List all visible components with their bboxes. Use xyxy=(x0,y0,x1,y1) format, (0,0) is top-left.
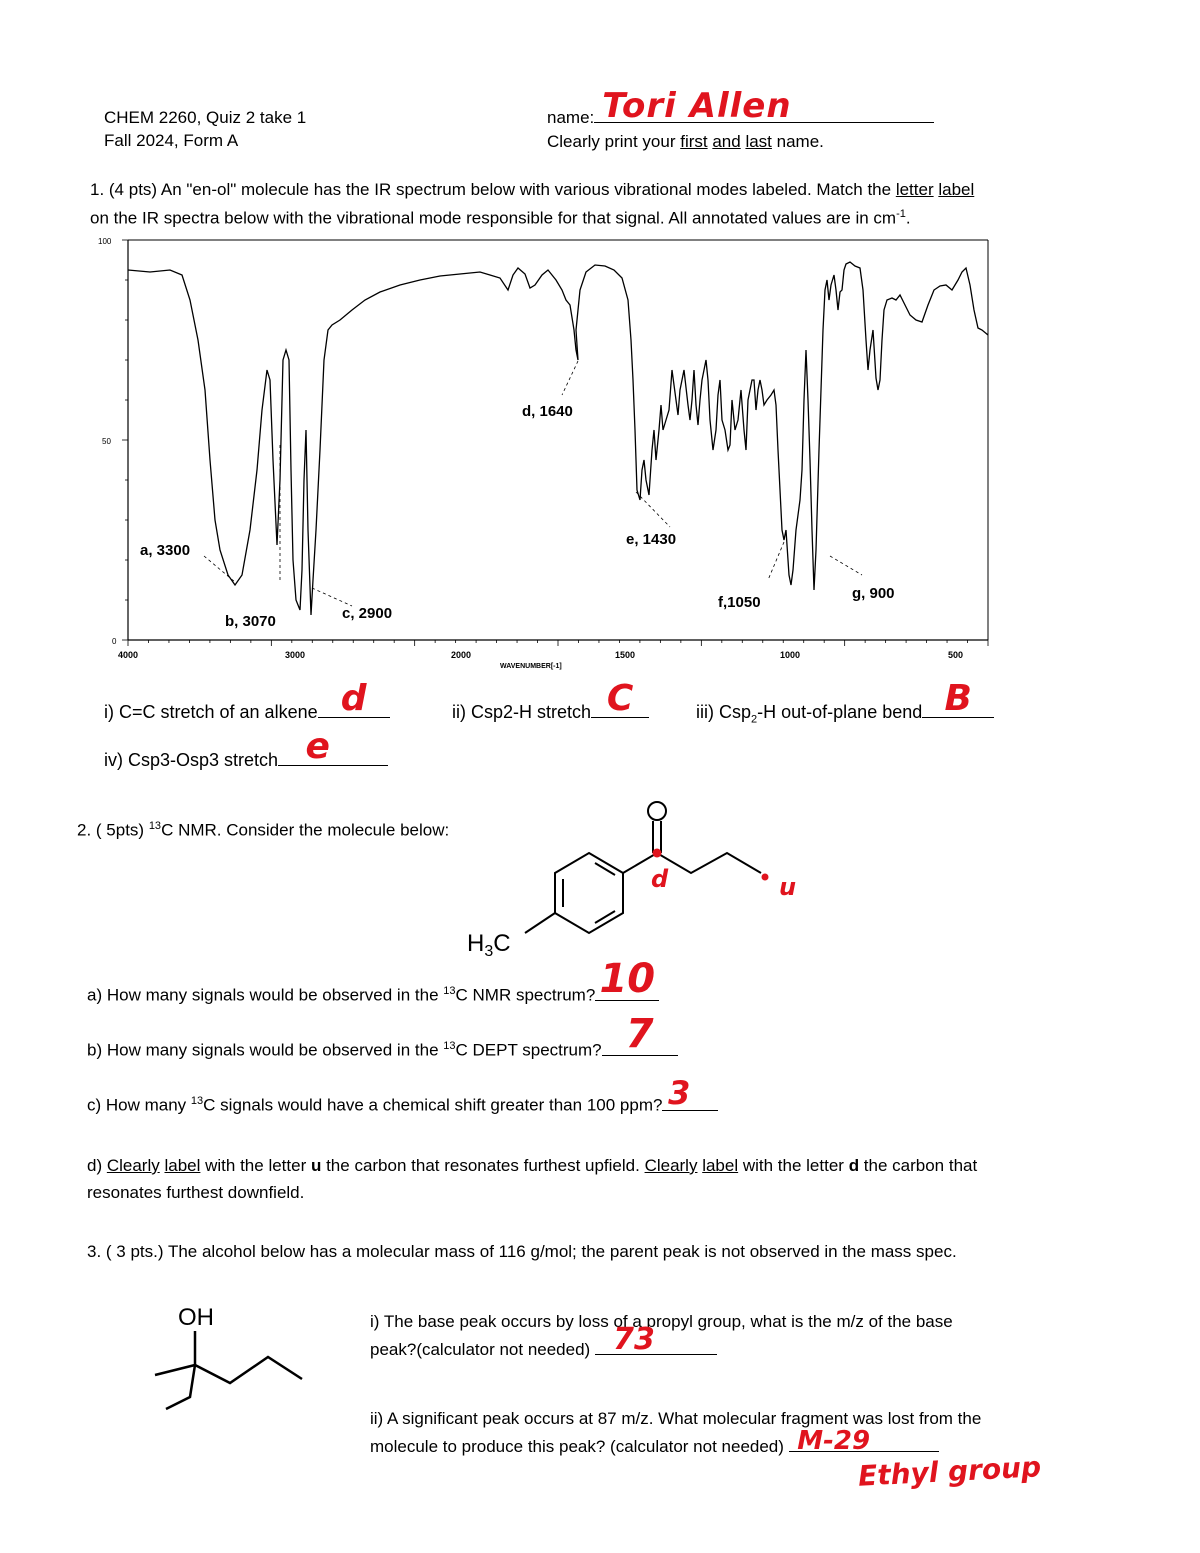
q3-prompt: 3. ( 3 pts.) The alcohol below has a molecular mass of 116 g/mol; the parent peak is not observed in the mass spec. xyxy=(87,1242,957,1261)
q2d: d) Clearly label with the letter u the carbon that resonates furthest upfield. Clearly label with the letter d the carbon that resonates furthest downfield. xyxy=(87,1156,978,1202)
q2a[interactable]: a) How many signals would be observed in the $^{13}$C NMR spectrum? 10 xyxy=(87,985,659,1006)
h3c-label: $H_3C$ xyxy=(467,930,511,960)
name-value: Tori Allen xyxy=(602,86,792,126)
y-tick-100: 100 xyxy=(98,237,112,246)
q2b-answer: 7 xyxy=(625,1010,654,1057)
ir-spectrum xyxy=(90,230,1000,670)
x-axis-label: WAVENUMBER[-1] xyxy=(500,663,562,670)
q2c-answer: 3 xyxy=(668,1073,691,1112)
x-tick-3000: 3000 xyxy=(285,650,306,660)
x-tick-500: 500 xyxy=(948,650,964,660)
peak-label-b: b, 3070 xyxy=(225,613,276,630)
peak-label-a: a, 3300 xyxy=(140,542,191,559)
q2b[interactable]: b) How many signals would be observed in the $^{13}$C DEPT spectrum? 7 xyxy=(87,1040,678,1061)
q1-answer-iii[interactable]: iii) Csp$_2$-H out-of-plane bend B xyxy=(696,702,994,726)
peak-label-c: c, 2900 xyxy=(342,605,393,622)
x-tick-1500: 1500 xyxy=(615,650,636,660)
peak-label-d: d, 1640 xyxy=(522,403,573,420)
course-line: CHEM 2260, Quiz 2 take 1 xyxy=(104,108,307,127)
q1-prompt-line1: 1. (4 pts) An "en-ol" molecule has the IR spectrum below with various vibrational modes labeled. Match the letter label xyxy=(90,180,975,199)
peak-label-f: f,1050 xyxy=(718,594,761,611)
answer-ii-value: C xyxy=(606,678,634,719)
q1-answer-i[interactable]: i) C=C stretch of an alkene d xyxy=(104,702,390,723)
oh-label: OH xyxy=(178,1304,214,1331)
q1-prompt-line2: on the IR spectra below with the vibrational mode responsible for that signal. All annotated values are in $cm^{-1}$. xyxy=(90,208,911,228)
answer-i-value: d xyxy=(340,678,367,719)
q3-ii[interactable]: ii) A significant peak occurs at 87 m/z. What molecular fragment was lost from the molecule to produce this peak? (calculator not needed) M-29 xyxy=(370,1409,982,1456)
x-tick-2000: 2000 xyxy=(451,650,472,660)
x-tick-4000: 4000 xyxy=(118,650,139,660)
q2-prompt: 2. ( 5pts) $^{13}$C NMR. Consider the molecule below: xyxy=(77,820,450,840)
mark-d: d xyxy=(651,865,669,893)
mark-u: u xyxy=(779,873,797,901)
q3-molecule xyxy=(150,1295,320,1425)
q3-i-answer: 73 xyxy=(613,1322,655,1357)
q1-answer-ii[interactable]: ii) Csp2-H stretch C xyxy=(452,702,649,723)
ir-trace xyxy=(128,262,988,615)
peak-label-e: e, 1430 xyxy=(626,531,677,548)
peak-label-g: g, 900 xyxy=(852,585,895,602)
name-field[interactable] xyxy=(547,86,934,128)
name-label: name: xyxy=(547,108,595,127)
answer-iv-value: e xyxy=(305,726,330,767)
y-tick-0: 0 xyxy=(112,637,117,646)
print-instruction: Clearly print your first and last name. xyxy=(547,132,824,151)
q1-answer-iv[interactable]: iv) Csp3-Osp3 stretch e xyxy=(104,750,388,771)
y-tick-50: 50 xyxy=(102,437,111,446)
x-tick-1000: 1000 xyxy=(780,650,801,660)
q2c[interactable]: c) How many $^{13}$C signals would have a chemical shift greater than 100 ppm? 3 xyxy=(87,1095,718,1116)
q3-i[interactable]: i) The base peak occurs by loss of a propyl group, what is the m/z of the base peak?(calculator not needed) 73 xyxy=(370,1312,953,1359)
term-line: Fall 2024, Form A xyxy=(104,131,239,150)
q2-molecule xyxy=(455,795,825,965)
answer-iii-value: B xyxy=(944,678,972,719)
q2a-answer: 10 xyxy=(599,955,656,1002)
q3-ii-answer-2: Ethyl group xyxy=(857,1450,1042,1493)
q3-ii-answer: M-29 xyxy=(797,1426,871,1456)
